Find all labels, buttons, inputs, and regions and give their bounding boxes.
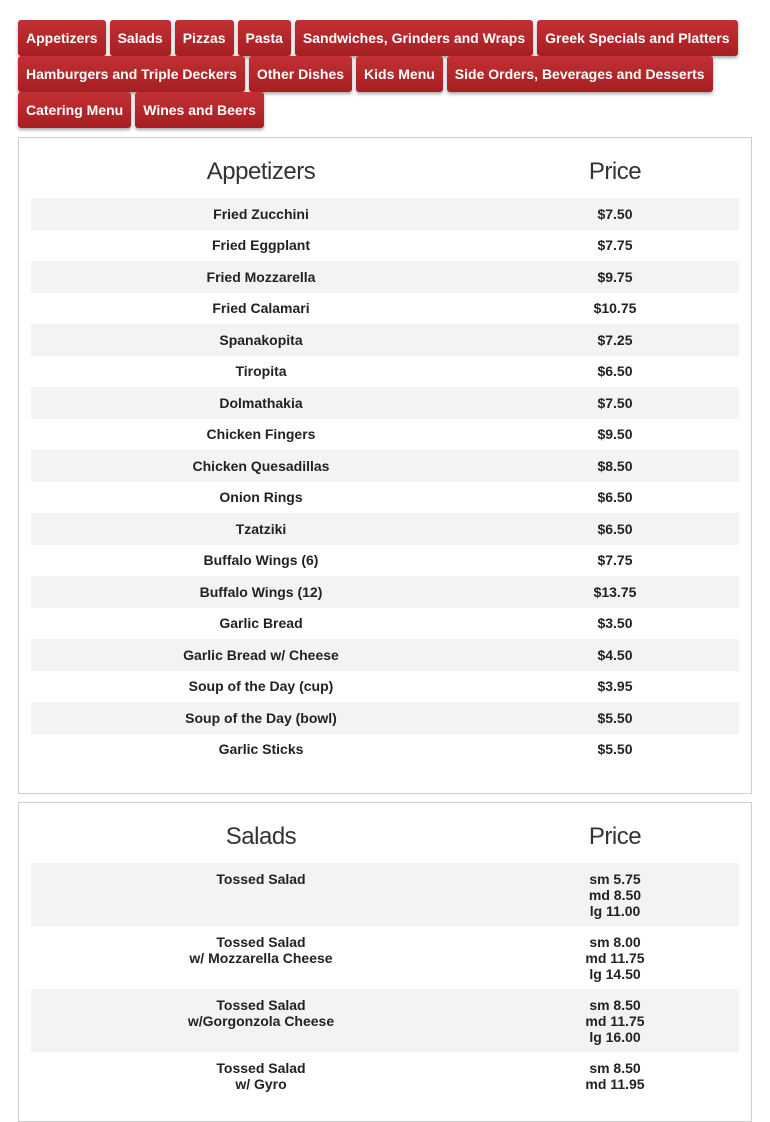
menu-item-price: $5.50 (597, 709, 633, 726)
nav-row (18, 92, 752, 128)
size-price: sm 8.50 (589, 1060, 641, 1076)
salads-panel (18, 802, 752, 1122)
menu-item-name: Buffalo Wings (6) (203, 552, 319, 569)
menu-item-price (491, 997, 739, 1045)
appetizers-list (31, 198, 739, 765)
menu-item-name-line: w/ Gyro (235, 1076, 287, 1092)
menu-item-row (31, 387, 739, 419)
menu-item-name: Fried Zucchini (213, 205, 309, 222)
menu-item-row (31, 450, 739, 482)
appetizers-header (31, 138, 739, 198)
size-price: md 8.50 (588, 887, 642, 903)
size-price: md 11.95 (585, 1076, 645, 1092)
menu-item-row (31, 734, 739, 766)
menu-item-name-line: Tossed Salad (216, 871, 306, 887)
size-price: md 11.75 (585, 1013, 645, 1029)
menu-item-price: $6.50 (597, 520, 633, 537)
nav-button-sandwiches-grinders-and-wraps[interactable]: Sandwiches, Grinders and Wraps (295, 20, 533, 56)
nav-button-other-dishes[interactable]: Other Dishes (249, 56, 352, 92)
menu-item-row (31, 545, 739, 577)
menu-item-name: Garlic Bread w/ Cheese (183, 646, 339, 663)
nav-button-catering-menu[interactable]: Catering Menu (18, 92, 131, 128)
menu-item-price: $9.75 (597, 268, 633, 285)
menu-item-row (31, 482, 739, 514)
menu-item-price: $8.50 (597, 457, 633, 474)
nav-row (18, 20, 752, 56)
menu-item-name-line: w/ Mozzarella Cheese (189, 950, 333, 966)
salads-list (31, 863, 739, 1115)
menu-item-row (31, 702, 739, 734)
menu-item-row (31, 576, 739, 608)
size-price: lg 11.00 (589, 903, 641, 919)
menu-item-price (491, 871, 739, 919)
menu-item-price: $7.50 (597, 394, 633, 411)
menu-item-name (31, 934, 491, 966)
menu-item-row (31, 293, 739, 325)
menu-item-price: $6.50 (597, 363, 633, 380)
salads-header (31, 803, 739, 863)
menu-item-name: Soup of the Day (cup) (188, 678, 334, 695)
nav-button-appetizers[interactable]: Appetizers (18, 20, 106, 56)
menu-item-row (31, 230, 739, 262)
size-price: md 11.75 (585, 950, 645, 966)
menu-category-nav (18, 20, 752, 128)
menu-item-row (31, 419, 739, 451)
appetizers-panel (18, 137, 752, 794)
menu-item-price: $4.50 (597, 646, 633, 663)
menu-item-row (31, 926, 739, 989)
menu-item-name (31, 997, 491, 1029)
menu-item-name: Dolmathakia (219, 394, 303, 411)
section-title: Appetizers (206, 158, 316, 185)
size-price: sm 8.00 (589, 934, 641, 950)
menu-item-row (31, 1052, 739, 1115)
nav-button-pasta[interactable]: Pasta (238, 20, 291, 56)
size-price: sm 8.50 (589, 997, 641, 1013)
menu-item-name: Onion Rings (219, 489, 303, 506)
price-column-header: Price (588, 158, 642, 185)
menu-item-price: $7.75 (597, 552, 633, 569)
menu-item-price (491, 1060, 739, 1092)
menu-item-name: Chicken Fingers (206, 426, 316, 443)
menu-item-row (31, 863, 739, 926)
menu-item-price: $10.75 (593, 300, 637, 317)
menu-item-price: $7.25 (597, 331, 633, 348)
menu-item-name (31, 871, 491, 887)
nav-button-pizzas[interactable]: Pizzas (175, 20, 234, 56)
menu-item-row (31, 671, 739, 703)
menu-item-name: Tiropita (235, 363, 287, 380)
menu-item-row (31, 198, 739, 230)
menu-item-name: Spanakopita (219, 331, 303, 348)
menu-item-price: $13.75 (593, 583, 637, 600)
nav-row (18, 56, 752, 92)
nav-button-side-orders-beverages-and-desserts[interactable]: Side Orders, Beverages and Desserts (447, 56, 713, 92)
menu-item-price: $7.75 (597, 237, 633, 254)
menu-item-name: Garlic Bread (219, 615, 303, 632)
menu-item-row (31, 513, 739, 545)
menu-item-price: $5.50 (597, 741, 633, 758)
menu-item-row (31, 261, 739, 293)
menu-item-name-line: Tossed Salad (216, 934, 306, 950)
menu-item-name: Tzatziki (235, 520, 287, 537)
menu-item-name (31, 1060, 491, 1092)
menu-item-row (31, 639, 739, 671)
menu-item-price: $9.50 (597, 426, 633, 443)
menu-item-row (31, 608, 739, 640)
menu-item-price: $3.50 (597, 615, 633, 632)
menu-item-name: Fried Mozzarella (206, 268, 316, 285)
nav-button-kids-menu[interactable]: Kids Menu (356, 56, 443, 92)
menu-item-row (31, 324, 739, 356)
menu-item-price: $7.50 (597, 205, 633, 222)
menu-item-name-line: w/Gorgonzola Cheese (187, 1013, 335, 1029)
menu-item-name: Garlic Sticks (218, 741, 304, 758)
nav-button-hamburgers-and-triple-deckers[interactable]: Hamburgers and Triple Deckers (18, 56, 245, 92)
nav-button-greek-specials-and-platters[interactable]: Greek Specials and Platters (537, 20, 737, 56)
menu-item-name: Fried Eggplant (212, 237, 310, 254)
menu-item-price: $3.95 (597, 678, 633, 695)
menu-item-price (491, 934, 739, 982)
menu-item-name: Buffalo Wings (12) (199, 583, 323, 600)
nav-button-wines-and-beers[interactable]: Wines and Beers (135, 92, 264, 128)
menu-item-row (31, 989, 739, 1052)
size-price: lg 14.50 (589, 966, 641, 982)
menu-item-row (31, 356, 739, 388)
menu-item-price: $6.50 (597, 489, 633, 506)
menu-item-name: Fried Calamari (212, 300, 310, 317)
nav-button-salads[interactable]: Salads (110, 20, 171, 56)
menu-item-name-line: Tossed Salad (216, 997, 306, 1013)
size-price: sm 5.75 (589, 871, 641, 887)
section-title: Salads (225, 823, 297, 850)
price-column-header: Price (588, 823, 642, 850)
menu-item-name: Soup of the Day (bowl) (185, 709, 337, 726)
menu-item-name: Chicken Quesadillas (192, 457, 330, 474)
menu-item-name-line: Tossed Salad (216, 1060, 306, 1076)
size-price: lg 16.00 (589, 1029, 641, 1045)
